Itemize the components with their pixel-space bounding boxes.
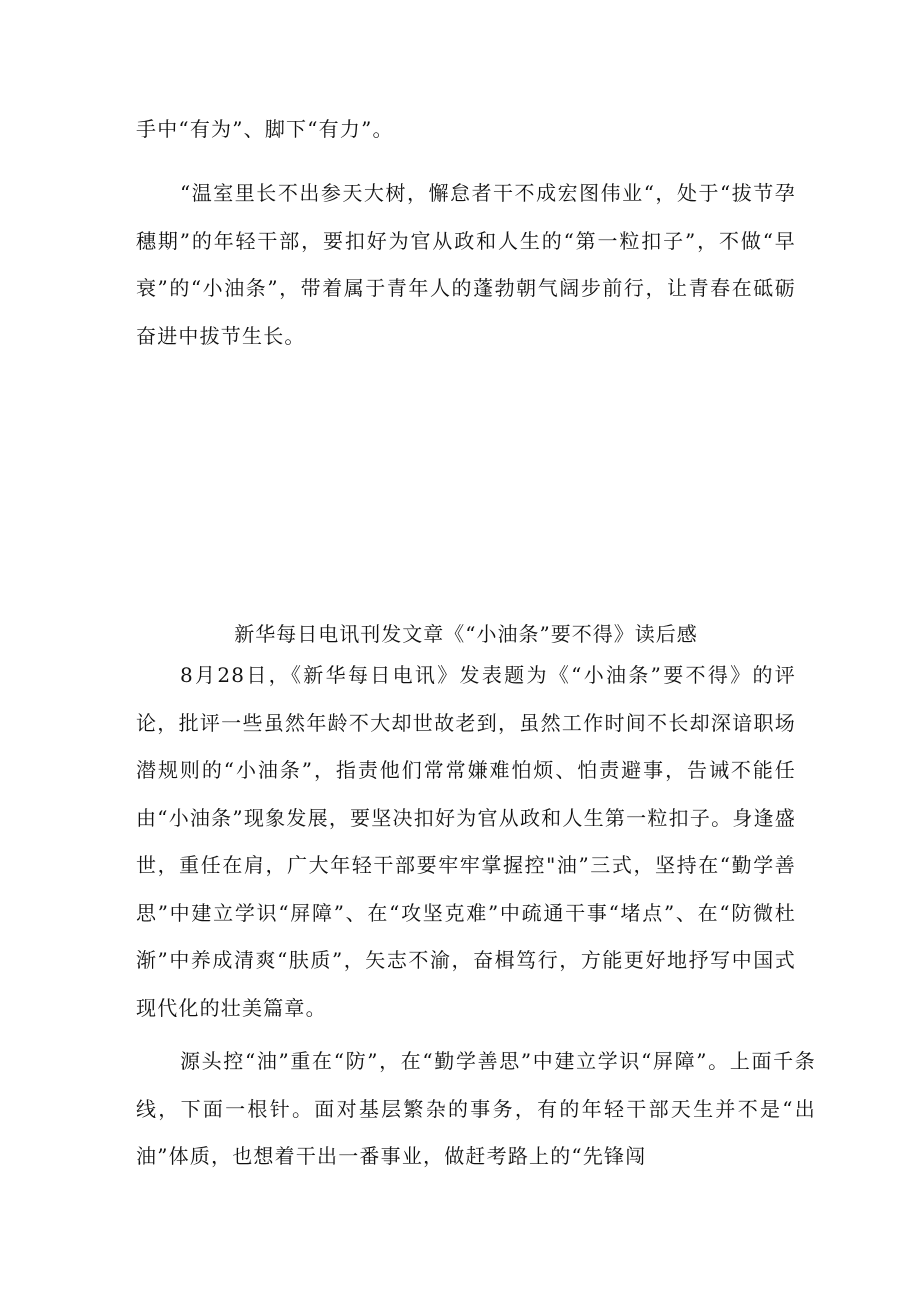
article-title: 新华每日电讯刊发文章《“小油条”要不得》读后感 <box>234 622 698 646</box>
paragraph-quote: “温室里长不出参天大树，懈怠者干不成宏图伟业“，处于“拔节孕穗期”的年轻干部，要扣好为官从政和人生的“第一粒扣子”，不做“早衰”的“小油条”，带着属于青年人的蓬勃朝气阔步前行，让青春在砥砺奋进中拔节生长。 <box>136 181 796 348</box>
paragraph-source-control: 源头控“油”重在“防”，在“勤学善思”中建立学识“屏障”。上面千条线，下面一根针。面对基层繁杂的事务，有的年轻干部天生并不是“出油”体质，也想着干出一番事业，做赶考路上的“先锋闯 <box>136 1049 816 1168</box>
paragraph-intro: 8月28日，《新华每日电讯》发表题为《“小油条”要不得》的评论，批评一些虽然年龄不大却世故老到，虽然工作时间不长却深谙职场潜规则的“小油条”，指责他们常常嫌难怕烦、怕责避事，告诫不能任由“小油条”现象发展，要坚决扣好为官从政和人生第一粒扣子。身逢盛世，重任在肩，广大年轻干部要牢牢掌握控"油”三式，坚持在“勤学善思”中建立学识“屏障”、在“攻坚克难”中疏通干事“堵点”、在“防微杜渐”中养成清爽“肤质”，矢志不渝，奋楫笃行，方能更好地抒写中国式现代化的壮美篇章。 <box>136 663 796 1020</box>
paragraph-continuation: 手中“有为”、脚下“有力”。 <box>136 117 394 141</box>
